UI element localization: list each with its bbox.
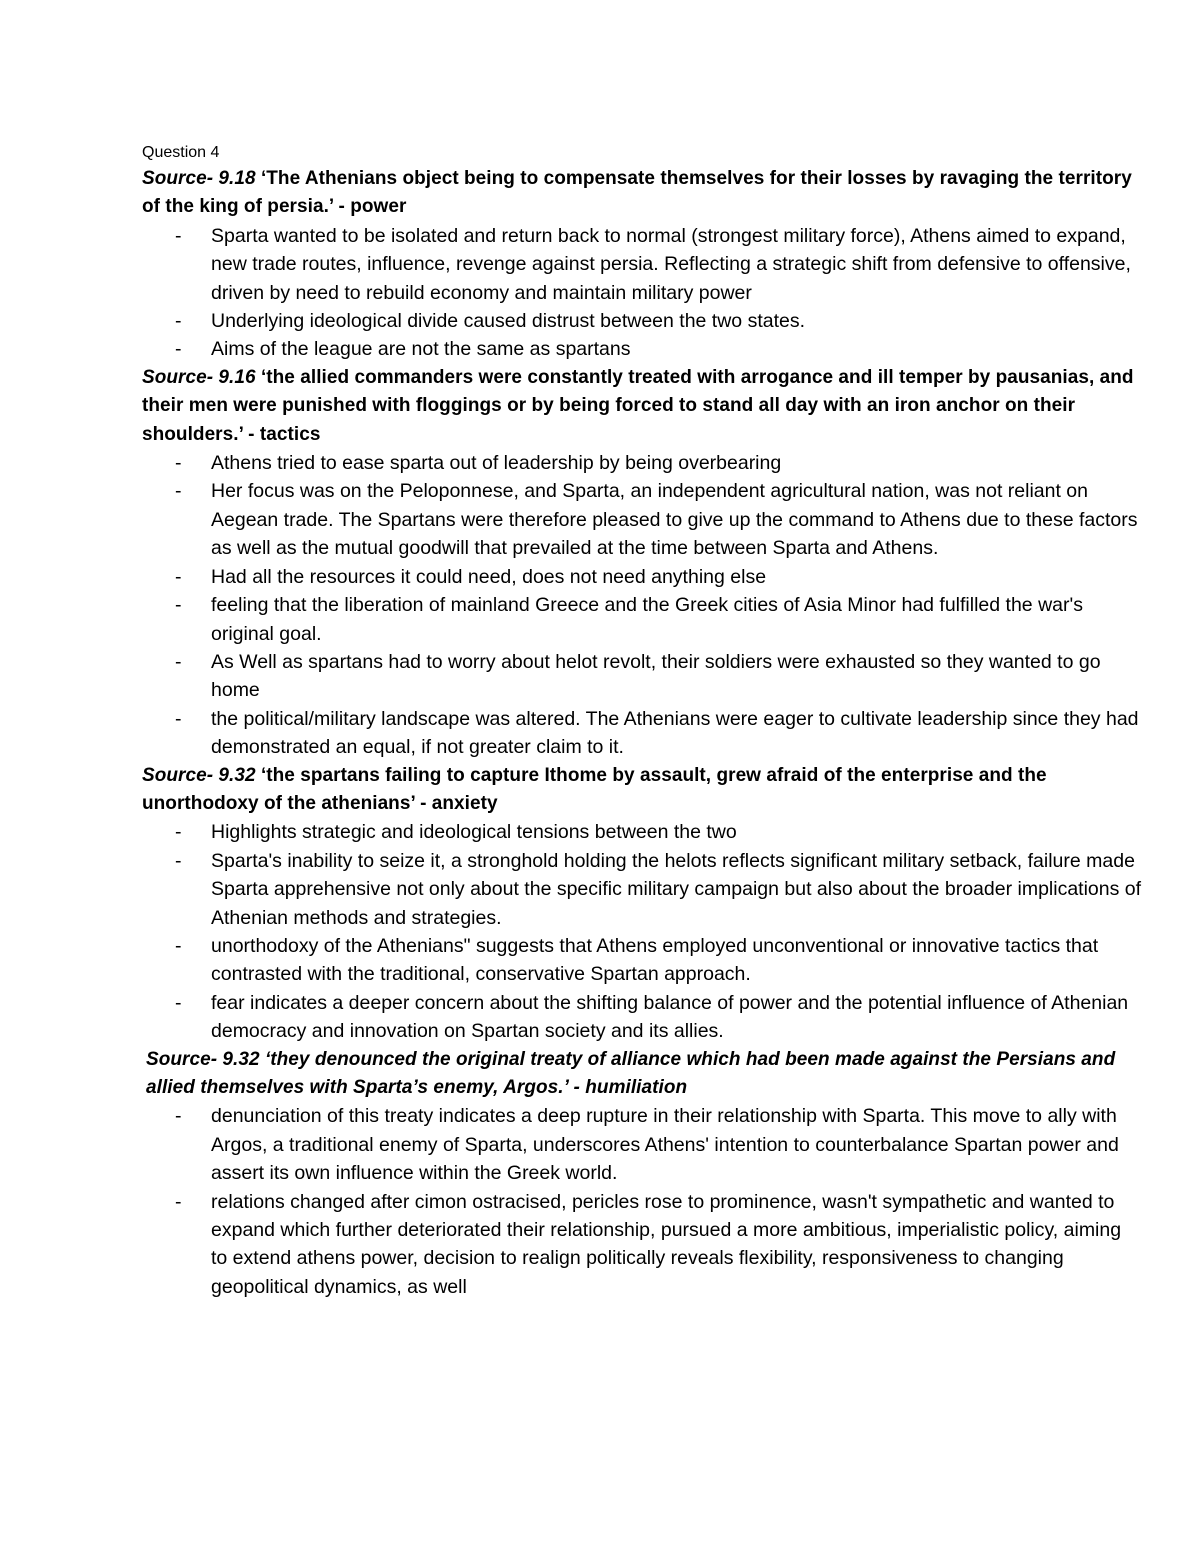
source-heading [142,364,1142,449]
dash-bullet: - [175,1105,182,1128]
bullet-text: Aims of the league are not the same as spartans [211,338,631,361]
dash-bullet: - [175,224,182,247]
dash-bullet: - [175,849,182,872]
document-page [142,141,1142,1301]
bullet-text: denunciation of this treaty indicates a deep rupture in their relationship with Sparta. This move to ally with Argos, a traditional enemy of Sparta, underscores Athens' intention to counterbalance Spartan power and assert its own influence within the Greek world. [211,1105,1119,1185]
bullet-list [142,1102,1142,1301]
bullet-point [142,563,1142,591]
bullet-text: unorthodoxy of the Athenians" suggests that Athens employed unconventional or innovative tactics that contrasted with the traditional, conservative Spartan approach. [211,934,1099,986]
source-section [142,165,1142,364]
source-ref: - 9.32 [210,1048,260,1070]
dash-bullet: - [175,480,182,503]
dash-bullet: - [175,707,182,730]
bullet-text: Underlying ideological divide caused distrust between the two states. [211,310,806,333]
bullet-text: Highlights strategic and ideological tensions between the two [211,821,737,844]
source-ref: - 9.18 [206,168,256,189]
bullet-point [142,477,1142,562]
dash-bullet: - [175,338,182,361]
source-quote: ‘the allied commanders were constantly treated with arrogance and ill temper by pausanias, and their men were punished with floggings or by being forced to stand all day with an iron anchor on their shoulders.’ - tactics [142,366,1134,445]
source-quote: ‘they denounced the original treaty of alliance which had been made against the Persians and allied themselves with Sparta’s enemy, Argos.’ - humiliation [146,1048,1116,1098]
bullet-point [142,847,1142,932]
bullet-list [142,222,1142,364]
source-quote: ‘The Athenians object being to compensate themselves for their losses by ravaging the territory of the king of persia.’ - power [142,168,1132,218]
bullet-point [142,932,1142,989]
bullet-point [142,335,1142,363]
bullet-list [142,449,1142,761]
source-quote: ‘the spartans failing to capture Ithome by assault, grew afraid of the enterprise and the unorthodoxy of the athenians’ - anxiety [142,764,1047,814]
bullet-point [142,705,1142,762]
bullet-point [142,1188,1142,1302]
bullet-point [142,989,1142,1046]
source-section [142,1046,1142,1302]
source-section [142,762,1142,1046]
bullet-point [142,818,1142,846]
source-ref: - 9.16 [206,366,256,388]
bullet-point [142,449,1142,477]
dash-bullet: - [175,310,182,333]
question-heading: Question 4 [142,144,220,161]
source-heading [142,165,1142,222]
dash-bullet: - [175,821,182,844]
bullet-text: Her focus was on the Peloponnese, and Sparta, an independent agricultural nation, was not reliant on Aegean trade. The Spartans were therefore pleased to give up the command to Athens due to these factors as well as the mutual goodwill that prevailed at the time between Sparta and Athens. [211,480,1138,560]
bullet-text: Had all the resources it could need, does not need anything else [211,565,767,588]
bullet-point [142,648,1142,705]
source-label: Source [146,1048,211,1070]
bullet-text: feeling that the liberation of mainland Greece and the Greek cities of Asia Minor had fulfilled the war's original goal. [211,594,1083,645]
dash-bullet: - [175,452,182,475]
source-heading [146,1046,1142,1103]
source-label: Source [142,366,207,388]
dash-bullet: - [175,1190,182,1213]
bullet-list [142,818,1142,1045]
dash-bullet: - [175,650,182,673]
dash-bullet: - [175,934,182,957]
bullet-point [142,1102,1142,1187]
dash-bullet: - [175,594,182,617]
bullet-text: relations changed after cimon ostracised, pericles rose to prominence, wasn't sympathetic and wanted to expand which further deteriorated their relationship, pursued a more ambitious, imperialistic policy, aiming to extend athens power, decision to realign politically reveals flexibility, responsiveness to changing geopolitical dynamics, as well [211,1190,1122,1298]
bullet-text: Athens tried to ease sparta out of leadership by being overbearing [211,452,782,475]
source-label: Source [142,168,207,189]
source-label: Source [142,764,207,786]
source-heading [142,762,1142,819]
bullet-text: As Well as spartans had to worry about helot revolt, their soldiers were exhausted so they wanted to go home [211,650,1101,702]
source-ref: - 9.32 [206,764,256,786]
bullet-point [142,222,1142,307]
bullet-text: Sparta wanted to be isolated and return back to normal (strongest military force), Athens aimed to expand, new trade routes, influence, revenge against persia. Reflecting a strategic shift from defensive to offensive, driven by need to rebuild economy and maintain military power [211,224,1131,304]
bullet-text: Sparta's inability to seize it, a stronghold holding the helots reflects significant military setback, failure made Sparta apprehensive not only about the specific military campaign but also about the broader implications of Athenian methods and strategies. [211,849,1142,929]
bullet-text: fear indicates a deeper concern about the shifting balance of power and the potential influence of Athenian democracy and innovation on Spartan society and its allies. [211,991,1129,1043]
dash-bullet: - [175,991,182,1014]
bullet-point [142,307,1142,335]
dash-bullet: - [175,565,182,588]
bullet-text: the political/military landscape was altered. The Athenians were eager to cultivate leadership since they had demonstrated an equal, if not greater claim to it. [211,707,1139,759]
bullet-point [142,591,1142,648]
source-section [142,364,1142,762]
